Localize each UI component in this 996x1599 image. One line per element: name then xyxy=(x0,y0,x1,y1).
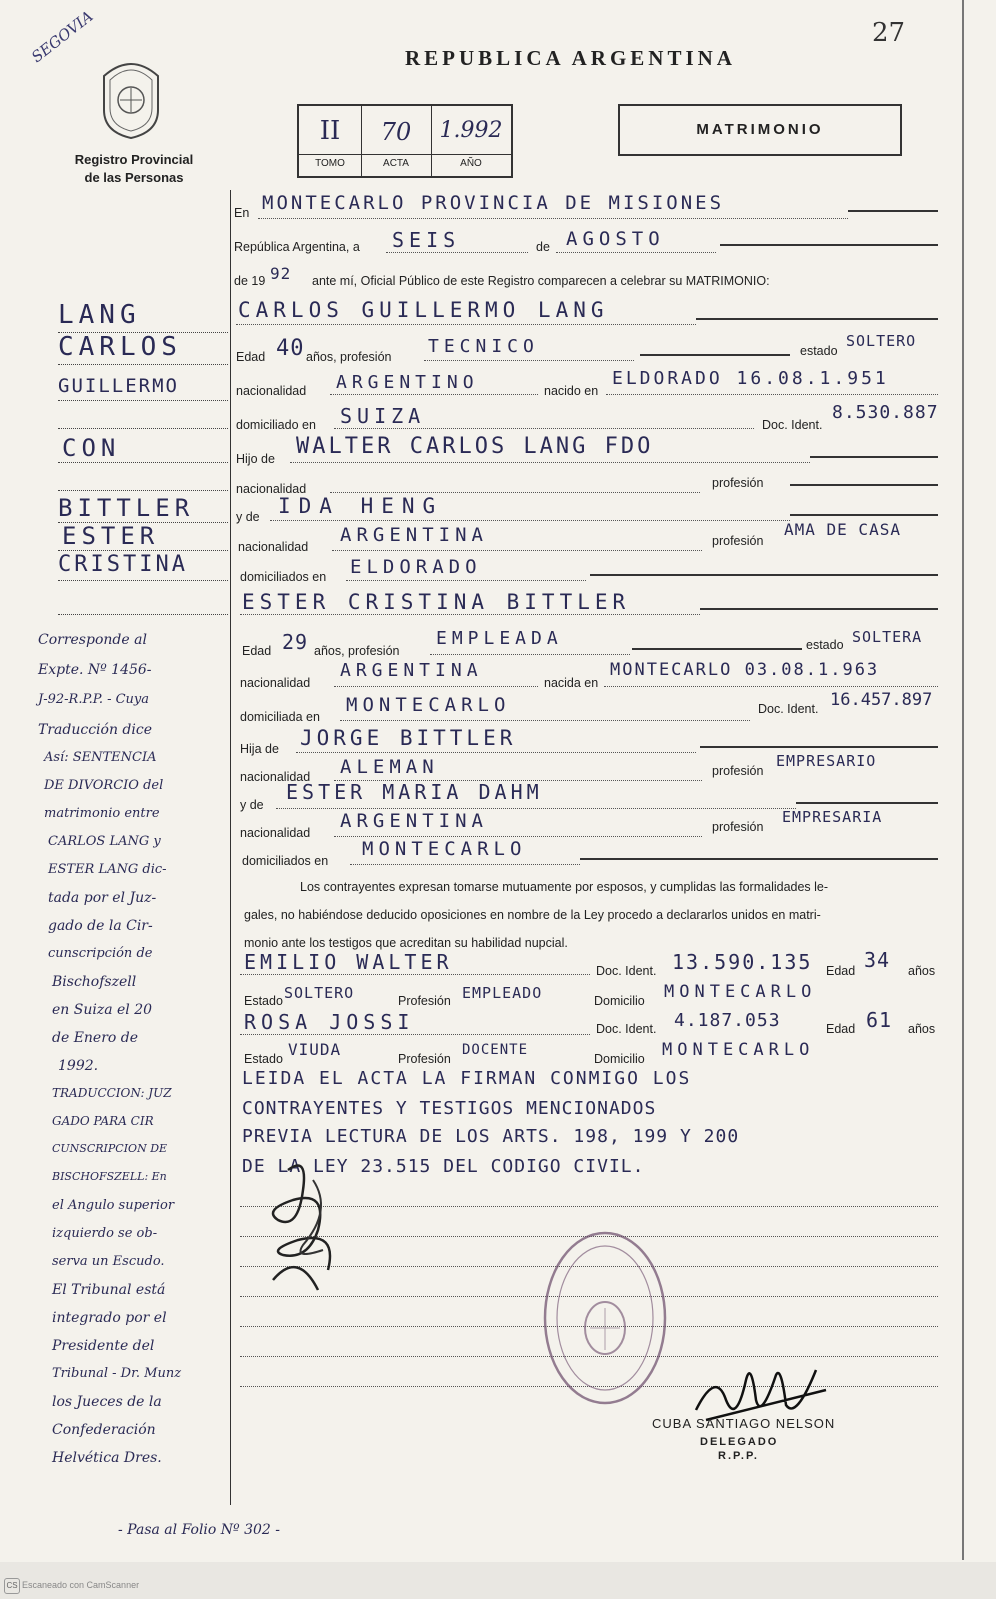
anio-label: AÑO xyxy=(460,158,482,169)
label-prof-bride-mother: profesión xyxy=(712,820,764,834)
witness2-age: 61 xyxy=(866,1008,893,1032)
bride-father: JORGE BITTLER xyxy=(300,726,517,750)
bride-name: ESTER CRISTINA BITTLER xyxy=(242,590,631,614)
label-prof-w2: Profesión xyxy=(398,1052,451,1066)
margin-note: BISCHOFSZELL: En xyxy=(52,1170,167,1183)
margin-note: DE DIVORCIO del xyxy=(44,778,164,793)
witness1-profession: EMPLEADO xyxy=(462,984,543,1002)
bride-parents-domicile: MONTECARLO xyxy=(362,838,527,860)
day: SEIS xyxy=(392,228,461,252)
bride-nationality: ARGENTINA xyxy=(340,660,483,681)
label-nac-bride-father: nacionalidad xyxy=(240,770,311,784)
legal-line-3: monio ante los testigos que acreditan su habilidad nupcial. xyxy=(244,936,568,950)
margin-note: en Suiza el 20 xyxy=(52,1002,153,1018)
label-domiciliado: domiciliado en xyxy=(236,418,316,432)
label-nacido-en: nacido en xyxy=(544,384,599,398)
label-de: de xyxy=(536,240,550,254)
groom-profession: TECNICO xyxy=(428,336,539,357)
label-dom-w1: Domicilio xyxy=(594,994,645,1008)
margin-note: gado de la Cir- xyxy=(48,918,153,934)
label-nac-bride-mother: nacionalidad xyxy=(240,826,311,840)
label-dom-w2: Domicilio xyxy=(594,1052,645,1066)
margin-note: matrimonio entre xyxy=(44,806,160,821)
label-doc-groom: Doc. Ident. xyxy=(762,418,823,432)
witness2-domicile: MONTECARLO xyxy=(662,1040,815,1060)
page-edge xyxy=(962,0,964,1560)
registry-name-2: de las Personas xyxy=(84,170,184,185)
acta-label: ACTA xyxy=(383,158,409,169)
margin-name-5: BITTLER xyxy=(58,494,195,522)
label-edad-w1: Edad xyxy=(826,964,856,978)
margin-note: tada por el Juz- xyxy=(48,890,157,906)
legal-line-1: Los contrayentes expresan tomarse mutuamente por esposos, y cumplidas las formalidades le- xyxy=(300,880,829,894)
bride-father-profession: EMPRESARIO xyxy=(776,752,877,770)
record-id-box xyxy=(297,104,513,178)
label-hija-de: Hija de xyxy=(240,742,279,756)
scanner-logo-icon: CS xyxy=(4,1578,20,1594)
margin-note: Expte. Nº 1456- xyxy=(38,662,152,678)
margin-note: Tribunal - Dr. Munz xyxy=(52,1366,182,1381)
label-domiciliada: domiciliada en xyxy=(240,710,320,724)
groom-name: CARLOS GUILLERMO LANG xyxy=(238,298,609,322)
bride-mother-nationality: ARGENTINA xyxy=(340,810,488,832)
label-anios-w1: años xyxy=(908,964,936,978)
witness2-status: VIUDA xyxy=(288,1040,342,1059)
closing-line-3: PREVIA LECTURA DE LOS ARTS. 198, 199 Y 200 xyxy=(242,1126,740,1147)
margin-note: TRADUCCION: JUZ xyxy=(52,1086,172,1100)
label-edad-bride: Edad xyxy=(242,644,272,658)
parties-signature xyxy=(258,1150,368,1300)
label-prof-father: profesión xyxy=(712,476,764,490)
margin-rule xyxy=(230,190,231,1505)
margin-note: Traducción dice xyxy=(38,722,152,738)
country-title: REPUBLICA ARGENTINA xyxy=(405,46,736,70)
page-number: 27 xyxy=(872,18,906,48)
witness1-doc: 13.590.135 xyxy=(672,950,813,974)
witness1-status: SOLTERO xyxy=(284,984,355,1002)
groom-nationality: ARGENTINO xyxy=(336,372,479,393)
bride-domicile: MONTECARLO xyxy=(346,694,511,716)
bride-father-nationality: ALEMAN xyxy=(340,756,439,778)
groom-mother: IDA HENG xyxy=(278,494,444,518)
legal-line-2: gales, no habiéndose deducido oposiciones en nombre de la Ley procedo a declararlos unidos en matri- xyxy=(244,908,821,922)
page-bottom-edge xyxy=(0,1562,996,1599)
witness1-name: EMILIO WALTER xyxy=(244,950,453,974)
margin-name-7: CRISTINA xyxy=(58,552,188,577)
label-edad-w2: Edad xyxy=(826,1022,856,1036)
label-y-de-bride: y de xyxy=(240,798,264,812)
scanner-mark: Escaneado con CamScanner xyxy=(22,1580,140,1590)
label-nac-father: nacionalidad xyxy=(236,482,307,496)
closing-line-1: LEIDA EL ACTA LA FIRMAN CONMIGO LOS xyxy=(242,1068,692,1089)
margin-note: Presidente del xyxy=(52,1338,155,1354)
label-estado-w2: Estado xyxy=(244,1052,283,1066)
margin-name-3: GUILLERMO xyxy=(58,375,179,397)
margin-name-2: CARLOS xyxy=(58,332,182,362)
witness1-age: 34 xyxy=(864,948,891,972)
witness2-profession: DOCENTE xyxy=(462,1042,529,1058)
margin-note: Así: SENTENCIA xyxy=(44,750,157,765)
official-stamp xyxy=(540,1228,670,1408)
bride-birth: MONTECARLO 03.08.1.963 xyxy=(610,660,880,680)
acta-value: 70 xyxy=(380,118,412,146)
label-y-de: y de xyxy=(236,510,260,524)
bride-age: 29 xyxy=(282,630,309,654)
groom-age: 40 xyxy=(276,336,305,361)
stamp-tag: SEGOVIA xyxy=(28,7,97,67)
label-year-prefix: de 19 xyxy=(234,274,266,288)
label-estado-bride: estado xyxy=(806,638,844,652)
witness1-domicile: MONTECARLO xyxy=(664,982,817,1002)
groom-parents-domicile: ELDORADO xyxy=(350,556,482,578)
label-domiciliados-groom: domiciliados en xyxy=(240,570,327,584)
margin-note: El Tribunal está xyxy=(52,1282,166,1298)
margin-note: Corresponde al xyxy=(38,632,147,648)
official-name: CUBA SANTIAGO NELSON xyxy=(652,1416,836,1431)
record-type-box xyxy=(618,104,902,156)
label-prof-mother: profesión xyxy=(712,534,764,548)
label-nac-groom: nacionalidad xyxy=(236,384,307,398)
groom-birth: ELDORADO 16.08.1.951 xyxy=(612,368,889,389)
label-prof-w1: Profesión xyxy=(398,994,451,1008)
margin-name-4: CON xyxy=(62,434,121,462)
margin-note: integrado por el xyxy=(52,1310,167,1326)
official-org: R.P.P. xyxy=(718,1450,759,1462)
record-type: MATRIMONIO xyxy=(696,121,824,138)
tomo-value: II xyxy=(319,116,341,146)
label-domiciliados-bride: domiciliados en xyxy=(242,854,329,868)
label-hijo-de: Hijo de xyxy=(236,452,275,466)
margin-note: cunscripción de xyxy=(48,946,153,961)
label-doc-w1: Doc. Ident. xyxy=(596,964,657,978)
groom-father: WALTER CARLOS LANG FDO xyxy=(296,434,654,459)
margin-note: serva un Escudo. xyxy=(52,1254,165,1269)
registry-seal xyxy=(98,58,164,140)
closing-line-4: DE LA LEY 23.515 DEL CODIGO CIVIL. xyxy=(242,1156,645,1177)
label-prof-bride-father: profesión xyxy=(712,764,764,778)
margin-note: CUNSCRIPCION DE xyxy=(52,1142,168,1155)
closing-line-2: CONTRAYENTES Y TESTIGOS MENCIONADOS xyxy=(242,1098,657,1119)
label-nac-mother: nacionalidad xyxy=(238,540,309,554)
margin-note: el Angulo superior xyxy=(52,1198,175,1213)
margin-note: 1992. xyxy=(58,1058,99,1074)
margin-note: J-92-R.P.P. - Cuya xyxy=(38,692,150,707)
margin-note: Helvética Dres. xyxy=(52,1450,162,1466)
label-estado-w1: Estado xyxy=(244,994,283,1008)
margin-note: Bischofszell xyxy=(52,974,137,990)
intro-text: ante mí, Oficial Público de este Registro comparecen a celebrar su MATRIMONIO: xyxy=(312,274,770,288)
groom-mother-nationality: ARGENTINA xyxy=(340,524,488,546)
label-estado-groom: estado xyxy=(800,344,838,358)
label-anios-prof-groom: años, profesión xyxy=(306,350,392,364)
groom-domicile: SUIZA xyxy=(340,404,426,428)
official-role: DELEGADO xyxy=(700,1436,779,1448)
bride-doc: 16.457.897 xyxy=(830,690,933,710)
margin-note: de Enero de xyxy=(52,1030,139,1046)
margin-name-6: ESTER xyxy=(62,522,160,550)
footer-note: - Pasa al Folio Nº 302 - xyxy=(118,1522,280,1538)
label-en: En xyxy=(234,206,250,220)
label-edad-groom: Edad xyxy=(236,350,266,364)
registry-name-1: Registro Provincial xyxy=(74,152,194,167)
bride-profession: EMPLEADA xyxy=(436,628,563,649)
witness2-doc: 4.187.053 xyxy=(674,1010,781,1031)
label-anios-prof-bride: años, profesión xyxy=(314,644,400,658)
bride-mother-profession: EMPRESARIA xyxy=(782,808,883,826)
tomo-label: TOMO xyxy=(315,158,345,169)
margin-note: los Jueces de la xyxy=(52,1394,162,1410)
margin-note: Confederación xyxy=(52,1422,156,1438)
anio-value: 1.992 xyxy=(439,118,503,143)
margin-note: CARLOS LANG y xyxy=(48,834,161,849)
label-doc-w2: Doc. Ident. xyxy=(596,1022,657,1036)
margin-note: izquierdo se ob- xyxy=(52,1226,158,1241)
witness2-name: ROSA JOSSI xyxy=(244,1010,415,1034)
margin-note: ESTER LANG dic- xyxy=(48,862,167,877)
label-nacida-en: nacida en xyxy=(544,676,599,690)
bride-mother: ESTER MARIA DAHM xyxy=(286,780,543,804)
groom-doc: 8.530.887 xyxy=(832,402,939,423)
label-nac-bride: nacionalidad xyxy=(240,676,311,690)
label-anios-w2: años xyxy=(908,1022,936,1036)
place: MONTECARLO PROVINCIA DE MISIONES xyxy=(262,192,725,214)
label-doc-bride: Doc. Ident. xyxy=(758,702,819,716)
year-suffix: 92 xyxy=(270,264,292,283)
margin-name-1: LANG xyxy=(58,300,141,330)
bride-status: SOLTERA xyxy=(852,628,923,646)
groom-mother-profession: AMA DE CASA xyxy=(784,520,901,539)
margin-note: GADO PARA CIR xyxy=(52,1114,154,1128)
groom-status: SOLTERO xyxy=(846,332,917,350)
label-republica: República Argentina, a xyxy=(234,240,360,254)
month: AGOSTO xyxy=(566,228,665,250)
